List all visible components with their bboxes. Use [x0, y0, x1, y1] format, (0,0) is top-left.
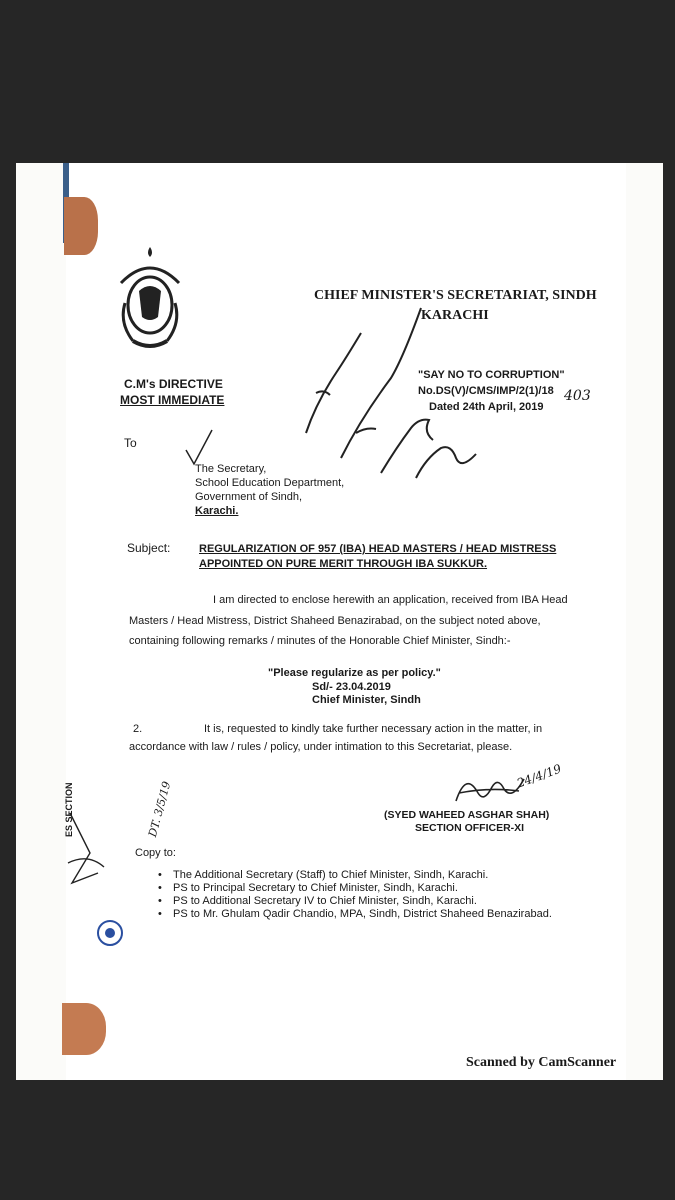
blue-stamp-icon: [96, 919, 124, 947]
cm-remark-signed: Sd/- 23.04.2019: [312, 681, 391, 693]
copy-item-3: PS to Additional Secretary IV to Chief Minister, Sindh, Karachi.: [173, 895, 477, 907]
signature-date: 24/4/19: [515, 761, 564, 791]
handwritten-minute: [286, 283, 486, 493]
to-label: To: [124, 436, 137, 450]
copy-item-1: The Additional Secretary (Staff) to Chief Minister, Sindh, Karachi.: [173, 869, 489, 881]
copy-to-label: Copy to:: [135, 847, 176, 859]
subject-label: Subject:: [127, 541, 171, 555]
para2-line-1: It is, requested to kindly take further necessary action in the matter, in: [204, 723, 543, 735]
stamp-date: DT. 3/5/19: [146, 779, 174, 839]
office-city: KARACHI: [421, 308, 489, 323]
letter-date: Dated 24th April, 2019: [429, 401, 544, 413]
reference-number: No.DS(V)/CMS/IMP/2(1)/18: [418, 385, 554, 397]
section-stamp: ES SECTION: [64, 782, 74, 837]
copy-bullet-2: •: [158, 882, 162, 894]
receipt-stamp-marks: [60, 803, 120, 933]
para1-line-1: I am directed to enclose herewith an application, received from IBA Head: [213, 594, 568, 606]
priority-label: MOST IMMEDIATE: [120, 393, 225, 407]
signatory-title: SECTION OFFICER-XI: [415, 822, 525, 834]
cm-remark-signatory: Chief Minister, Sindh: [312, 694, 421, 706]
addressee-line-3: Government of Sindh,: [195, 491, 303, 503]
addressee-line-1: The Secretary,: [195, 463, 267, 475]
cm-remark-quote: "Please regularize as per policy.": [268, 667, 441, 679]
handwritten-number: 403: [564, 388, 591, 404]
copy-bullet-3: •: [158, 895, 162, 907]
anti-corruption-slogan: "SAY NO TO CORRUPTION": [418, 369, 565, 381]
subject-line-2: APPOINTED ON PURE MERIT THROUGH IBA SUKKUR.: [199, 558, 488, 570]
signatory-name: (SYED WAHEED ASGHAR SHAH): [384, 809, 550, 821]
subject-line-1: REGULARIZATION OF 957 (IBA) HEAD MASTERS / HEAD MISTRESS: [199, 543, 557, 555]
camscanner-watermark: Scanned by CamScanner: [466, 1055, 617, 1070]
para2-number: 2.: [133, 723, 143, 735]
para1-line-2: Masters / Head Mistress, District Shaheed Benazirabad, on the subject noted above,: [129, 615, 541, 627]
para2-line-2: accordance with law / rules / policy, under intimation to this Secretariat, please.: [129, 741, 513, 753]
addressee-line-2: School Education Department,: [195, 477, 345, 489]
para1-line-3: containing following remarks / minutes of the Honorable Chief Minister, Sindh:-: [129, 635, 511, 647]
copy-bullet-4: •: [158, 908, 162, 920]
tick-mark-icon: [184, 428, 214, 466]
copy-item-2: PS to Principal Secretary to Chief Minister, Sindh, Karachi.: [173, 882, 458, 894]
copy-bullet-1: •: [158, 869, 162, 881]
addressee-city: Karachi.: [195, 505, 239, 517]
finger-top: [64, 197, 98, 255]
finger-bottom: [62, 1003, 106, 1055]
scanned-document: [16, 163, 663, 1080]
sindh-government-emblem-icon: [111, 243, 189, 355]
copy-item-4: PS to Mr. Ghulam Qadir Chandio, MPA, Sindh, District Shaheed Benazirabad.: [173, 908, 552, 920]
directive-label: C.M's DIRECTIVE: [124, 377, 223, 391]
office-name: CHIEF MINISTER'S SECRETARIAT, SINDH: [314, 288, 597, 303]
